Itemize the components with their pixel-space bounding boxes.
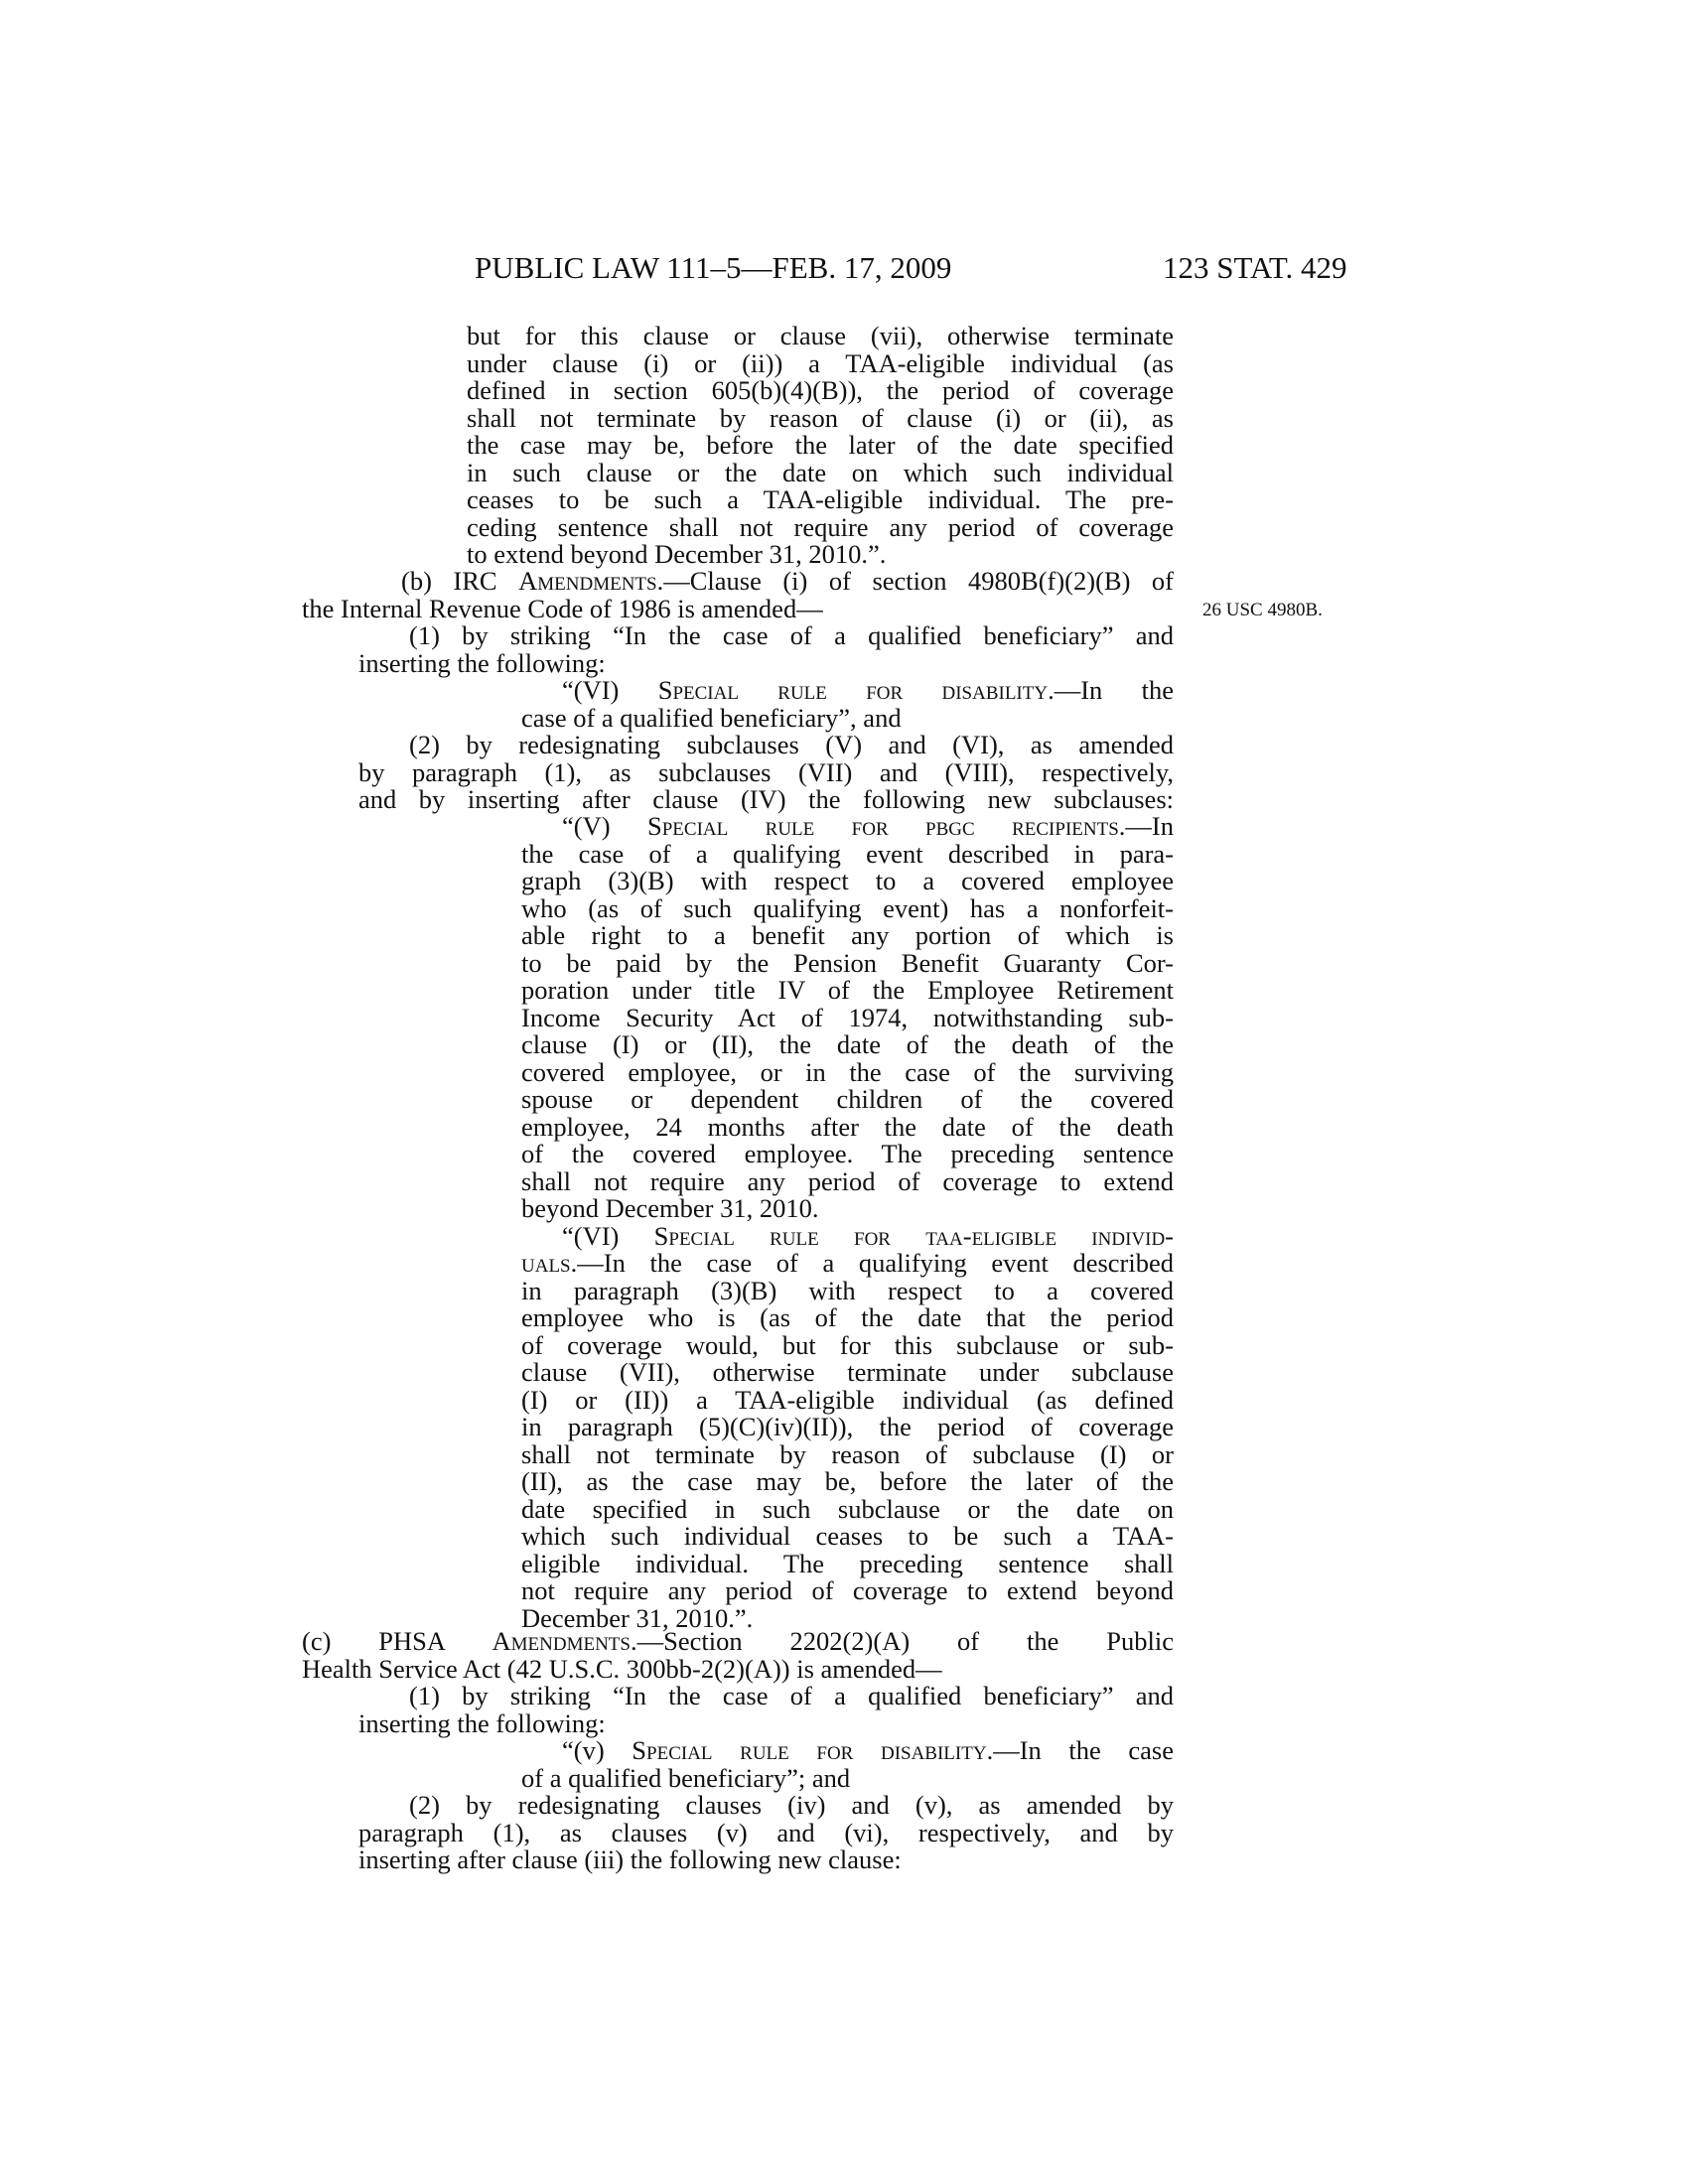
- text-line: [521, 1031, 1174, 1059]
- text-line: [358, 1846, 1174, 1874]
- text-line: [521, 1250, 1174, 1278]
- text-line: [467, 402, 1174, 433]
- line-text: inserting the following:: [358, 647, 606, 678]
- line-text: Income Security Act of 1974, notwithstanding sub-: [521, 1002, 1174, 1032]
- line-text: clause (I) or (II), the date of the death of the: [521, 1029, 1174, 1059]
- line-text: .—Clause (i) of section 4980B(f)(2)(B) of: [656, 566, 1174, 596]
- line-text: ceding sentence shall not require any period of coverage: [467, 511, 1174, 542]
- line-text: (1) by striking “In the case of a qualified beneficiary” and: [409, 620, 1174, 650]
- line-text: (2) by redesignating subclauses (V) and (VI), as amended: [409, 730, 1174, 759]
- line-text: in paragraph (3)(B) with respect to a covered: [521, 1275, 1174, 1305]
- text-line: [521, 1002, 1174, 1032]
- text-line: [521, 1165, 1174, 1196]
- line-text: which such individual ceases to be such a TAA-: [521, 1521, 1174, 1551]
- text-line: [467, 541, 1174, 569]
- line-text: employee, 24 months after the date of the death: [521, 1111, 1174, 1142]
- text-line: [302, 1628, 1174, 1656]
- text-line: [521, 1359, 1174, 1387]
- text-line: [467, 347, 1174, 378]
- line-text: shall not require any period of coverage to extend: [521, 1165, 1174, 1196]
- text-line: [358, 786, 1174, 814]
- small-caps-heading: Amendments: [492, 1626, 631, 1656]
- line-prefix: “(V): [562, 811, 647, 841]
- text-line: [521, 838, 1174, 869]
- text-line: [467, 323, 1174, 350]
- line-prefix: (b) IRC: [401, 566, 519, 596]
- line-text: in such clause or the date on which such individual: [467, 457, 1174, 487]
- line-text: of the covered employee. The preceding sentence: [521, 1139, 1174, 1168]
- line-text: spouse or dependent children of the covered: [521, 1084, 1174, 1114]
- line-text: (2) by redesignating clauses (iv) and (v), as amended by: [409, 1790, 1174, 1820]
- text-line: [521, 1548, 1174, 1578]
- line-text: poration under title IV of the Employee Retirement: [521, 975, 1174, 1005]
- text-line: [401, 568, 1174, 596]
- line-text: inserting the following:: [358, 1707, 606, 1738]
- small-caps-heading: Special rule for pbgc recipients: [646, 811, 1119, 841]
- line-prefix: “(v): [562, 1735, 633, 1765]
- line-text: .—In: [1118, 811, 1174, 841]
- line-prefix: “(VI): [562, 675, 658, 705]
- line-text: the case may be, before the later of the date specified: [467, 430, 1174, 460]
- text-line: [562, 813, 1174, 841]
- text-line: [467, 377, 1174, 405]
- line-text: covered employee, or in the case of the surviving: [521, 1056, 1174, 1087]
- text-line: [562, 1737, 1174, 1765]
- line-text: defined in section 605(b)(4)(B)), the period of coverage: [467, 375, 1174, 405]
- line-text: (I) or (II)) a TAA-eligible individual (as defined: [521, 1384, 1174, 1415]
- line-prefix: (c) PHSA: [302, 1626, 492, 1656]
- text-line: [358, 647, 1174, 678]
- line-prefix: “(VI): [562, 1220, 654, 1251]
- text-line: [521, 892, 1174, 923]
- line-text: shall not terminate by reason of subclause (I) or: [521, 1438, 1174, 1469]
- line-text: inserting after clause (iii) the following new clause:: [358, 1844, 902, 1874]
- text-line: [562, 677, 1174, 705]
- text-line: [521, 1468, 1174, 1496]
- line-text: not require any period of coverage to extend beyond: [521, 1575, 1174, 1605]
- text-line: [521, 868, 1174, 895]
- line-text: .—Section 2202(2)(A) of the Public: [630, 1626, 1174, 1656]
- line-text: clause (VII), otherwise terminate under subclause: [521, 1357, 1174, 1387]
- text-line: [358, 1817, 1174, 1847]
- small-caps-heading: Special rule for disability: [657, 675, 1049, 705]
- line-text: December 31, 2010.”.: [521, 1602, 754, 1633]
- line-text: of a qualified beneficiary”; and: [521, 1762, 851, 1793]
- line-text: ceases to be such a TAA-eligible individual. The pre-: [467, 484, 1174, 514]
- line-text: of coverage would, but for this subclause or sub-: [521, 1329, 1174, 1360]
- text-line: [521, 922, 1174, 950]
- line-text: .—In the case of a qualifying event described: [570, 1248, 1174, 1278]
- text-line: [521, 1523, 1174, 1551]
- text-line: [521, 1493, 1174, 1524]
- running-header-title: PUBLIC LAW 111–5—FEB. 17, 2009: [475, 250, 952, 285]
- small-caps-heading: Special rule for disability: [632, 1735, 987, 1765]
- line-text: the Internal Revenue Code of 1986 is amended—: [302, 593, 823, 623]
- margin-citation-note: 26 USC 4980B.: [1202, 600, 1323, 620]
- line-text: and by inserting after clause (IV) the following new subclauses:: [358, 784, 1174, 814]
- line-text: Health Service Act (42 U.S.C. 300bb-2(2)(A)) is amended—: [302, 1653, 942, 1684]
- text-line: [409, 1683, 1174, 1710]
- line-text: shall not terminate by reason of clause (i) or (ii), as: [467, 402, 1174, 433]
- line-text: by paragraph (1), as subclauses (VII) and (VIII), respectively,: [358, 756, 1174, 787]
- text-line: [467, 486, 1174, 514]
- text-line: [521, 1304, 1174, 1332]
- line-text: eligible individual. The preceding sentence shall: [521, 1548, 1174, 1578]
- text-line: [521, 947, 1174, 978]
- small-caps-heading: Special rule for taa-eligible individ-: [653, 1220, 1174, 1251]
- line-text: case of a qualified beneficiary”, and: [521, 702, 902, 733]
- text-line: [562, 1220, 1174, 1251]
- line-text: paragraph (1), as clauses (v) and (vi), respectively, and by: [358, 1817, 1174, 1847]
- text-line: [467, 432, 1174, 460]
- running-header-stat-page: 123 STAT. 429: [1163, 250, 1347, 285]
- line-text: (1) by striking “In the case of a qualified beneficiary” and: [409, 1681, 1174, 1710]
- line-text: date specified in such subclause or the date on: [521, 1493, 1174, 1524]
- line-text: employee who is (as of the date that the period: [521, 1302, 1174, 1332]
- text-line: [521, 1111, 1174, 1142]
- line-text: .—In the case: [986, 1735, 1174, 1765]
- text-line: [521, 1577, 1174, 1605]
- text-line: [521, 1762, 1174, 1793]
- text-line: [302, 1653, 1174, 1684]
- text-line: [521, 1056, 1174, 1087]
- small-caps-heading: Amendments: [518, 566, 657, 596]
- text-line: [521, 1329, 1174, 1360]
- line-text: able right to a benefit any portion of which is: [521, 920, 1174, 950]
- line-text: to be paid by the Pension Benefit Guaranty Cor-: [521, 947, 1174, 978]
- text-line: [467, 511, 1174, 542]
- line-text: .—In the: [1048, 675, 1174, 705]
- text-line: [409, 732, 1174, 759]
- line-text: but for this clause or clause (vii), otherwise terminate: [467, 321, 1174, 350]
- text-line: [521, 1414, 1174, 1441]
- text-line: [358, 1707, 1174, 1738]
- line-text: beyond December 31, 2010.: [521, 1193, 819, 1223]
- small-caps-heading: uals: [521, 1248, 571, 1278]
- text-line: [467, 457, 1174, 487]
- text-line: [521, 1195, 1174, 1223]
- line-text: who (as of such qualifying event) has a nonforfeit-: [521, 892, 1174, 923]
- line-text: the case of a qualifying event described in para-: [521, 838, 1174, 869]
- line-text: graph (3)(B) with respect to a covered employee: [521, 866, 1174, 895]
- text-line: [521, 1275, 1174, 1305]
- text-line: [358, 756, 1174, 787]
- text-line: [302, 593, 1174, 623]
- text-line: [409, 1792, 1174, 1820]
- line-text: to extend beyond December 31, 2010.”.: [467, 539, 887, 569]
- line-text: (II), as the case may be, before the later of the: [521, 1466, 1174, 1496]
- text-line: [521, 977, 1174, 1005]
- line-text: in paragraph (5)(C)(iv)(II)), the period of coverage: [521, 1412, 1174, 1441]
- text-line: [521, 1086, 1174, 1114]
- text-line: [521, 1141, 1174, 1168]
- line-text: under clause (i) or (ii)) a TAA-eligible individual (as: [467, 347, 1174, 378]
- text-line: [521, 1438, 1174, 1469]
- text-line: [521, 1384, 1174, 1415]
- text-line: [409, 622, 1174, 650]
- text-line: [521, 702, 1174, 733]
